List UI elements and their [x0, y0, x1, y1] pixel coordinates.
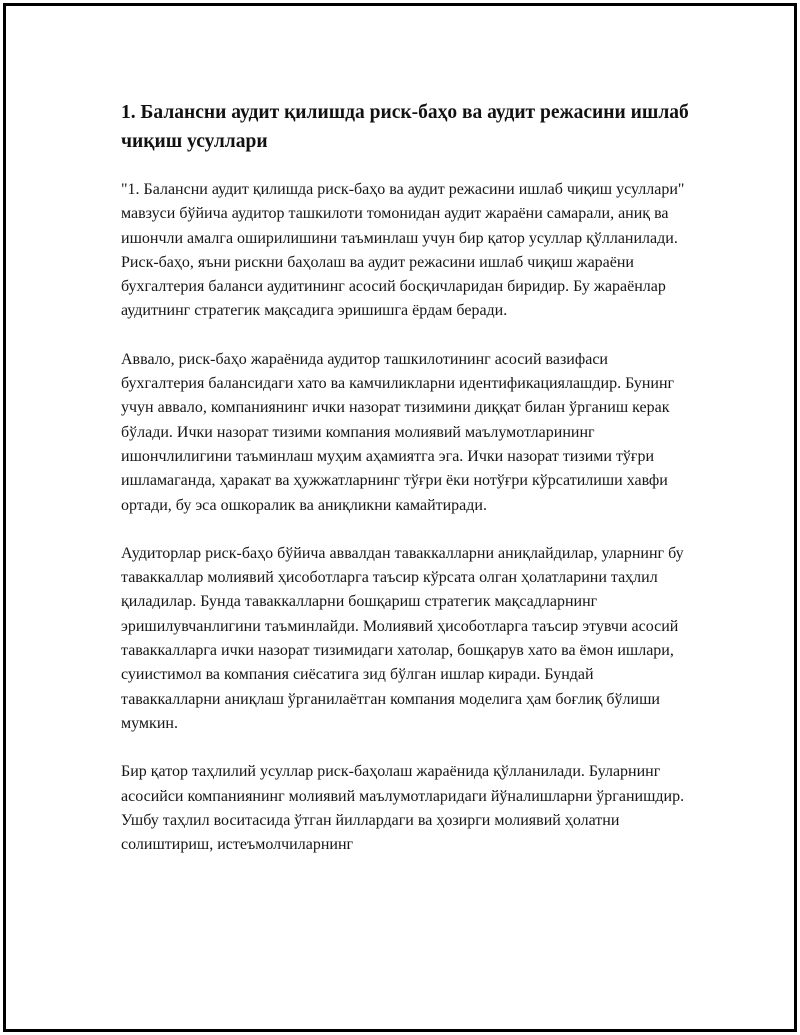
page-frame	[3, 3, 797, 1032]
body-paragraph: Аввало, риск-баҳо жараёнида аудитор ташкилотининг асосий вазифаси бухгалтерия балансидаги хато ва камчиликларни идентификациялашдир. Бунинг учун аввало, компаниянинг ички назорат тизимини диққат билан ўрганиш керак бўлади. Ички назорат тизими компания молиявий маълумотларининг ишончлилигини таъминлаш муҳим аҳамиятга эга. Ички назорат тизими тўғри ишламаганда, ҳаракат ва ҳужжатларнинг тўғри ёки нотўғри кўрсатилиши хавфи ортади, бу эса ошкоралик ва аниқликни камайтиради.	[121, 350, 675, 514]
body-paragraph: Аудиторлар риск-баҳо бўйича аввалдан таваккалларни аниқлайдилар, уларнинг бу таваккаллар молиявий ҳисоботларга таъсир кўрсата олган ҳолатларини таҳлил қиладилар. Бунда таваккалларни бошқариш стратегик мақсадларнинг эришилувчанлигини таъминлайди. Молиявий ҳисоботларга таъсир этувчи асосий таваккалларга ички назорат тизимидаги хатолар, бошқарув хато ва ёмон ишлари, суиистимол ва компания сиёсатига зид бўлган ишлар киради. Бундай таваккалларни аниқлаш ўрганилаётган компания моделига ҳам боғлиқ бўлиши мумкин.	[121, 544, 684, 732]
document-content	[121, 98, 693, 857]
body-paragraph: "1. Балансни аудит қилишда риск-баҳо ва аудит режасини ишлаб чиқиш усуллари" мавзуси бўйича аудитор ташкилоти томонидан аудит жараёни самарали, аниқ ва ишончли амалга оширилишини таъминлаш учун бир қатор усуллар қўлланилади. Риск-баҳо, яъни рискни баҳолаш ва аудит режасини ишлаб чиқиш жараёни бухгалтерия баланси аудитининг асосий босқичларидан биридир. Бу жараёнлар аудитнинг стратегик мақсадига эришишга ёрдам беради.	[121, 181, 685, 320]
body-paragraph: Бир қатор таҳлилий усуллар риск-баҳолаш жараёнида қўлланилади. Буларнинг асосийси компаниянинг молиявий маълумотларидаги йўналишларни ўрганишдир. Ушбу таҳлил воситасида ўтган йиллардаги ва ҳозирги молиявий ҳолатни солиштириш, истеъмолчиларнинг	[121, 763, 685, 854]
section-heading: 1. Балансни аудит қилишда риск-баҳо ва аудит режасини ишлаб чиқиш усуллари	[121, 102, 689, 152]
